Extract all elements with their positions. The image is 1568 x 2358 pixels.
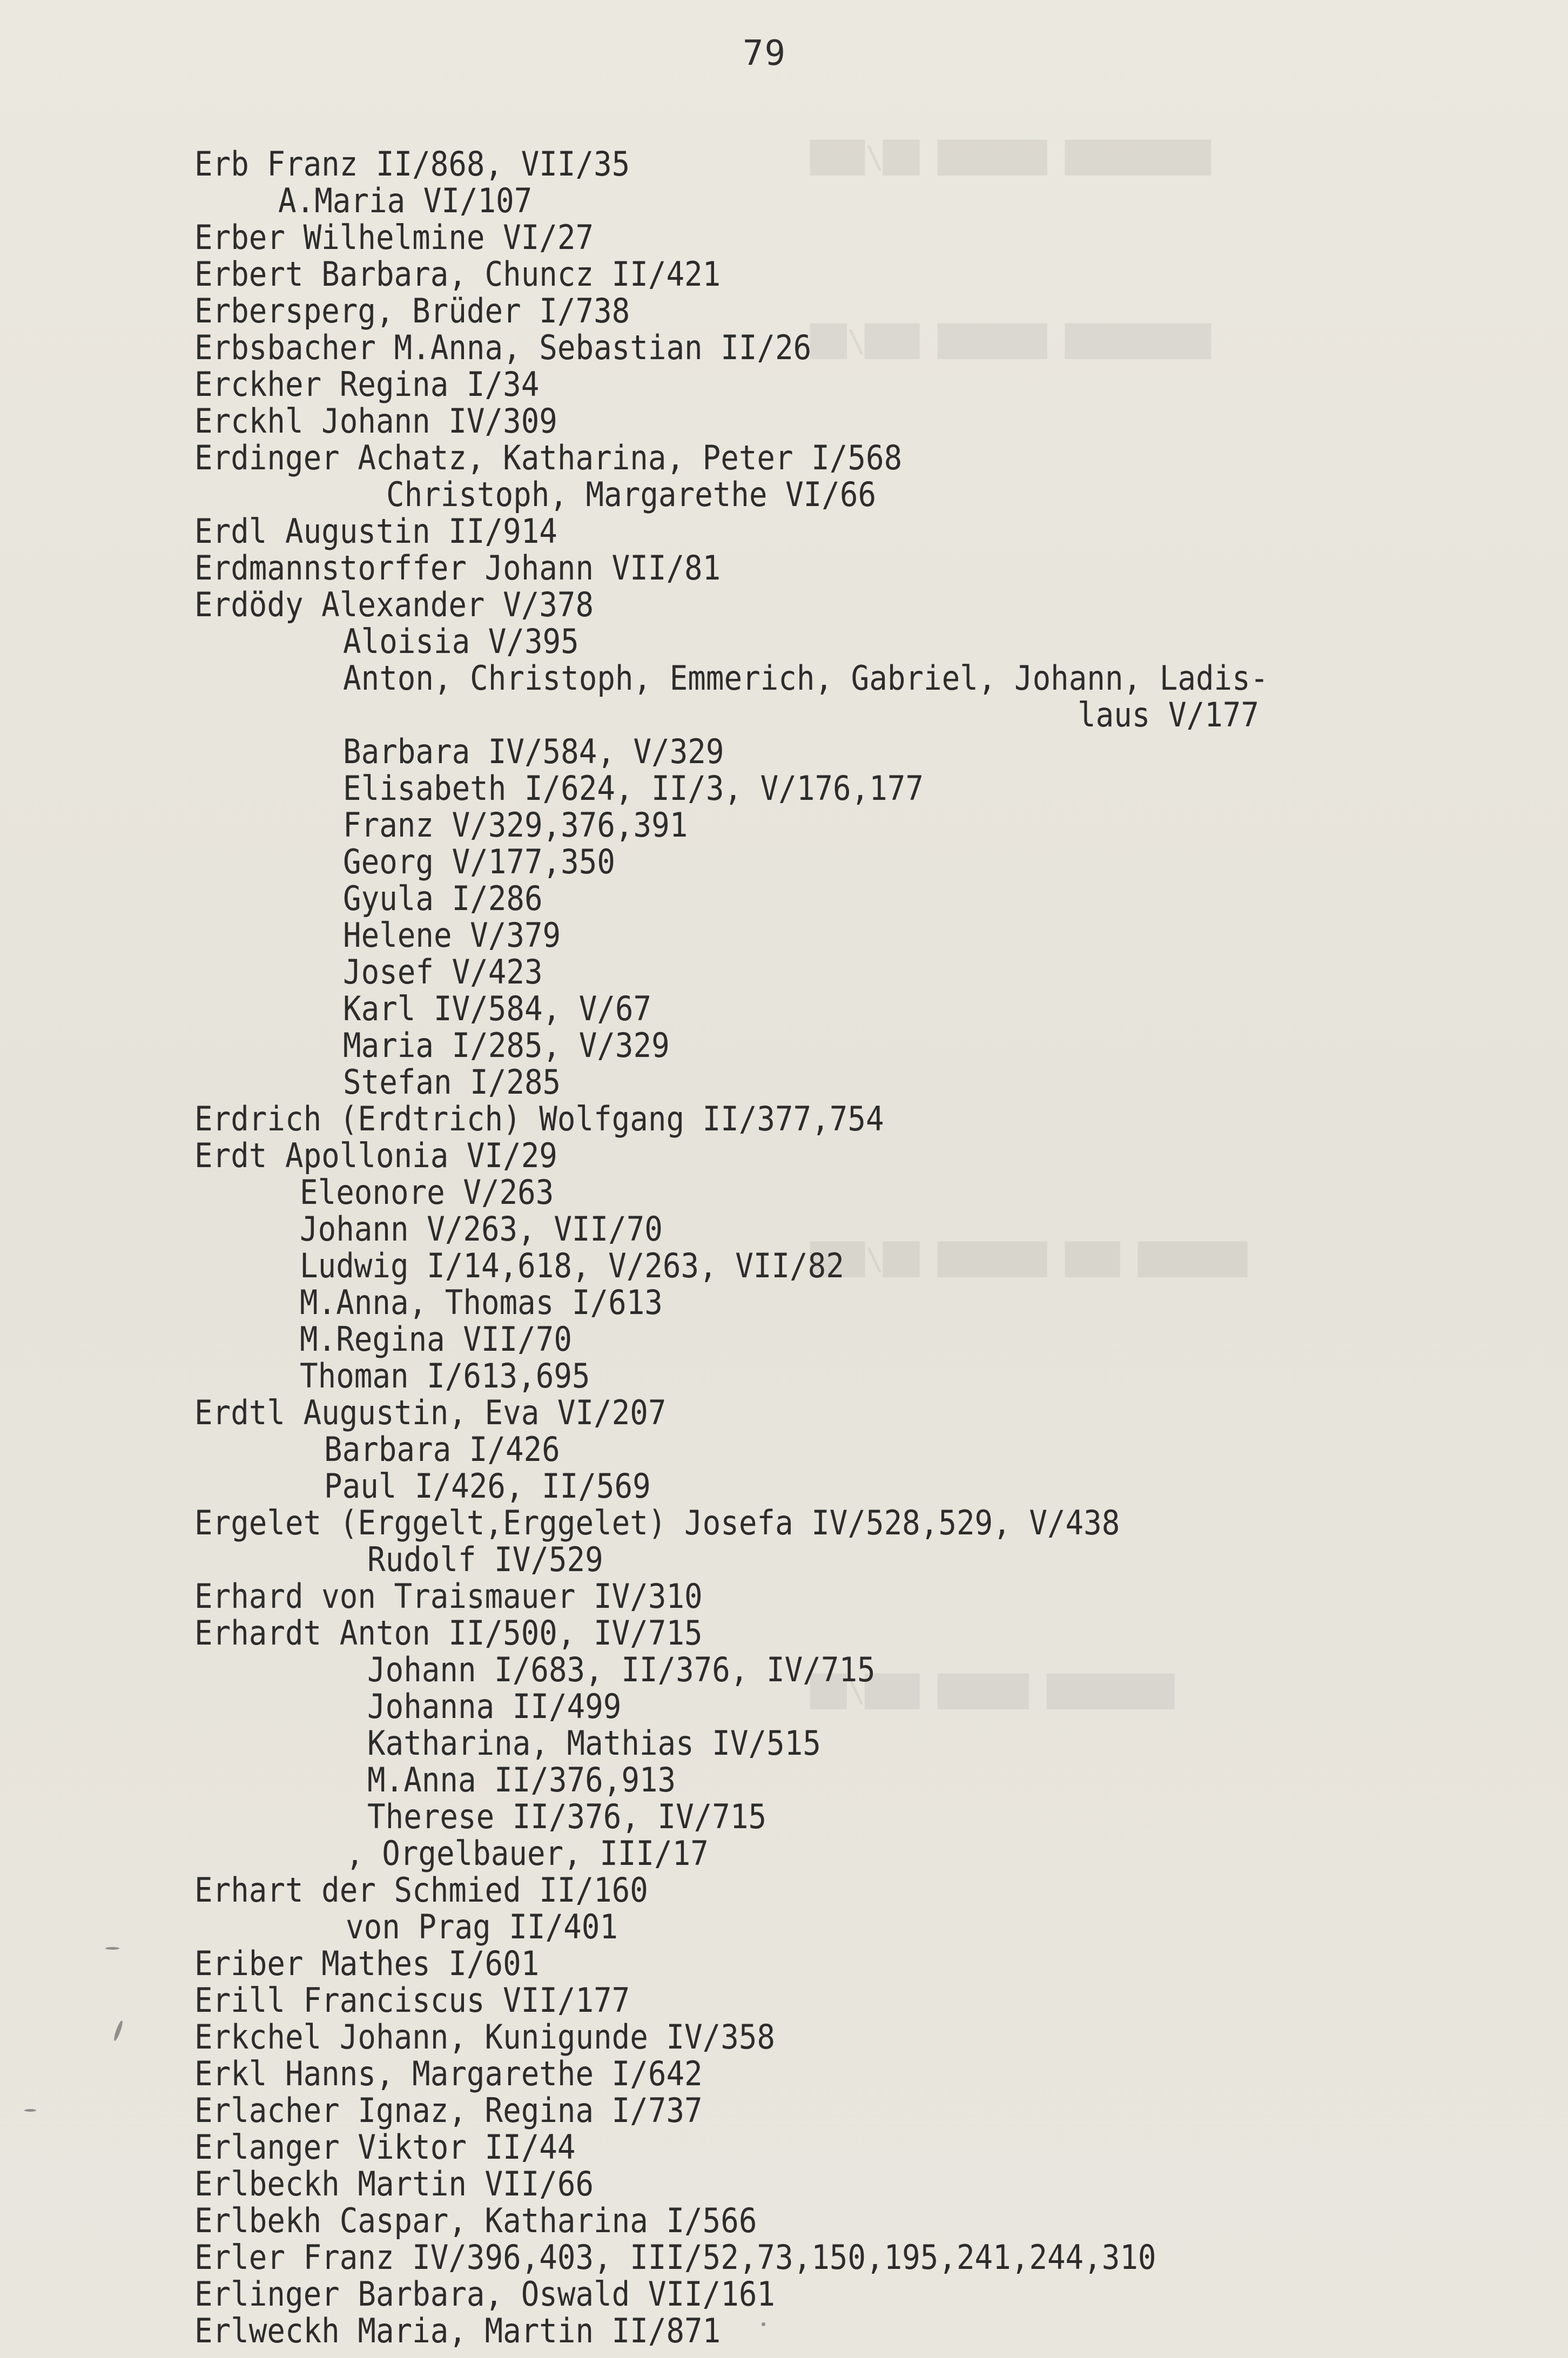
bleed-through-2: ████████ ██████ ███/██: [810, 324, 1211, 359]
entry-line: Erdrich (Erdtrich) Wolfgang II/377,754: [194, 1099, 884, 1138]
entry-line: Karl IV/584, V/67: [343, 989, 652, 1028]
entry-line: Eriber Mathes I/601: [194, 1944, 540, 1983]
entry-line: Erb Franz II/868, VII/35: [194, 144, 630, 184]
entry-line: Erill Franciscus VII/177: [194, 1980, 630, 2020]
entry-line: Johanna II/499: [367, 1687, 622, 1726]
entry-line: Erlinger Barbara, Oswald VII/161: [194, 2274, 776, 2314]
entry-line: Erdtl Augustin, Eva VI/207: [194, 1393, 667, 1432]
entry-line: Erlanger Viktor II/44: [194, 2127, 576, 2167]
entry-line: laus V/177: [1078, 695, 1259, 735]
entry-line: Helene V/379: [343, 915, 561, 955]
bleed-through-4: ███████ █████ ███/██: [810, 1674, 1175, 1709]
entry-line: Stefan I/285: [343, 1062, 561, 1102]
entry-line: M.Anna II/376,913: [367, 1760, 676, 1800]
entry-line: , Orgelbauer, III/17: [346, 1834, 709, 1873]
entry-line: Anton, Christoph, Emmerich, Gabriel, Johann, Ladis-: [343, 658, 1269, 698]
entry-line: Therese II/376, IV/715: [367, 1797, 767, 1836]
entry-line: Aloisia V/395: [343, 622, 579, 661]
entry-line: Gyula I/286: [343, 879, 543, 918]
entry-line: Erbersperg, Brüder I/738: [194, 291, 630, 331]
entry-line: Erler Franz IV/396,403, III/52,73,150,195,241,244,310: [194, 2238, 1156, 2277]
entry-line: Maria I/285, V/329: [343, 1026, 670, 1065]
entry-line: Johann V/263, VII/70: [300, 1209, 663, 1249]
entry-line: Erdinger Achatz, Katharina, Peter I/568: [194, 438, 903, 477]
entry-line: M.Anna, Thomas I/613: [300, 1283, 663, 1322]
margin-mark: [105, 1947, 119, 1950]
entry-line: Paul I/426, II/569: [324, 1466, 651, 1506]
entry-line: Thoman I/613,695: [300, 1356, 590, 1396]
bleed-through-1: ████████ ██████ ██/███: [810, 140, 1211, 176]
entry-line: Barbara I/426: [324, 1430, 560, 1469]
entry-line: Erdt Apollonia VI/29: [194, 1136, 557, 1175]
entry-line: Christoph, Margarethe VI/66: [386, 475, 877, 514]
entry-line: Erdl Augustin II/914: [194, 511, 557, 551]
entry-line: Erhart der Schmied II/160: [194, 1870, 648, 1910]
entry-line: Erbsbacher M.Anna, Sebastian II/26: [194, 328, 812, 367]
entry-line: Georg V/177,350: [343, 842, 615, 881]
entry-line: Franz V/329,376,391: [343, 805, 688, 845]
entry-line: Johann I/683, II/376, IV/715: [367, 1650, 876, 1689]
margin-mark: [112, 2020, 124, 2042]
entry-line: Erbert Barbara, Chuncz II/421: [194, 254, 721, 294]
entry-line: Katharina, Mathias IV/515: [367, 1723, 821, 1763]
entry-line: Erlbeckh Martin VII/66: [194, 2164, 594, 2204]
entry-line: Erlbekh Caspar, Katharina I/566: [194, 2201, 757, 2240]
bleed-through-3: ██████ ███ ██████ ██/███: [810, 1242, 1248, 1277]
entry-line: Ergelet (Erggelt,Erggelet) Josefa IV/528,529, V/438: [194, 1503, 1120, 1542]
entry-line: A.Maria VI/107: [278, 181, 533, 220]
entry-line: Ludwig I/14,618, V/263, VII/82: [300, 1246, 844, 1285]
entry-line: von Prag II/401: [346, 1907, 618, 1946]
entry-line: Erkl Hanns, Margarethe I/642: [194, 2054, 703, 2093]
entry-line: Erckher Regina I/34: [194, 365, 540, 404]
entry-line: Erlacher Ignaz, Regina I/737: [194, 2091, 703, 2130]
entry-line: M.Regina VII/70: [300, 1319, 572, 1359]
entry-line: Josef V/423: [343, 952, 543, 992]
entry-line: Erkchel Johann, Kunigunde IV/358: [194, 2017, 776, 2057]
entry-line: Erhard von Traismauer IV/310: [194, 1577, 703, 1616]
entry-line: Erber Wilhelmine VI/27: [194, 218, 594, 257]
entry-line: Erhardt Anton II/500, IV/715: [194, 1613, 703, 1653]
margin-mark: [24, 2109, 36, 2112]
entry-line: Erdmannstorffer Johann VII/81: [194, 548, 721, 588]
page-number: 79: [743, 33, 787, 73]
entry-line: Erckhl Johann IV/309: [194, 401, 557, 441]
margin-mark: [762, 2322, 765, 2326]
entry-line: Rudolf IV/529: [367, 1540, 603, 1579]
entry-line: Erlweckh Maria, Martin II/871: [194, 2311, 721, 2350]
entry-line: Eleonore V/263: [300, 1173, 554, 1212]
entry-line: Elisabeth I/624, II/3, V/176,177: [343, 769, 924, 808]
entry-line: Erdödy Alexander V/378: [194, 585, 594, 624]
entry-line: Barbara IV/584, V/329: [343, 732, 724, 771]
